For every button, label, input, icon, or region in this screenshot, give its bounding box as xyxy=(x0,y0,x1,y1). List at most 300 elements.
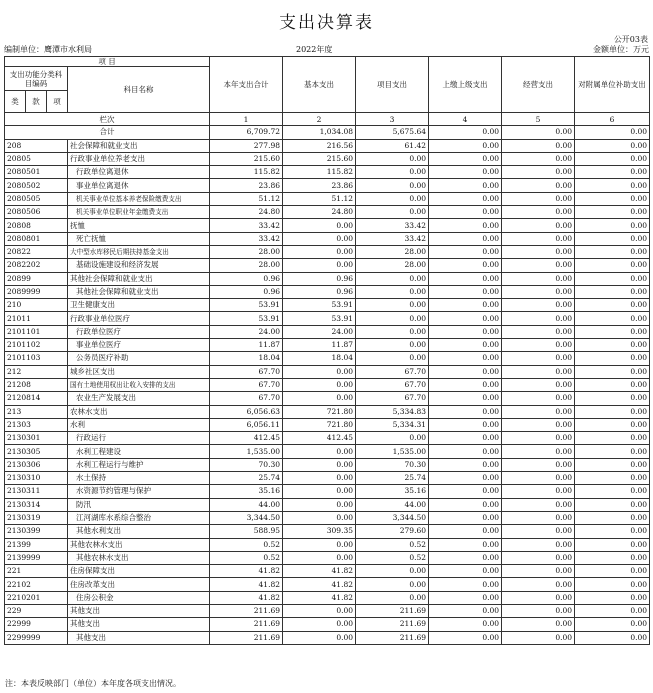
amount-cell: 211.69 xyxy=(356,631,429,644)
amount-cell: 0.00 xyxy=(356,285,429,298)
table-row xyxy=(5,152,650,165)
amount-cell: 3,344.50 xyxy=(356,511,429,524)
amount-cell: 41.82 xyxy=(283,591,356,604)
header-code-group: 支出功能分类科目编码 xyxy=(5,67,68,91)
subject-name-cell: 行政单位离退休 xyxy=(68,166,210,179)
total-cell: 6,709.72 xyxy=(210,126,283,139)
amount-cell: 115.82 xyxy=(283,166,356,179)
table-row xyxy=(5,591,650,604)
subject-name-cell: 事业单位离退休 xyxy=(68,179,210,192)
total-cell: 5,675.64 xyxy=(356,126,429,139)
amount-cell: 41.82 xyxy=(210,578,283,591)
amount-cell: 0.00 xyxy=(283,551,356,564)
amount-cell: 0.96 xyxy=(283,272,356,285)
total-row xyxy=(5,126,650,139)
table-row xyxy=(5,179,650,192)
subject-name-cell: 水利 xyxy=(68,418,210,431)
table-row xyxy=(5,352,650,365)
amount-cell: 412.45 xyxy=(283,432,356,445)
amount-cell: 0.96 xyxy=(210,272,283,285)
amount-cell: 0.00 xyxy=(502,339,575,352)
function-code-cell: 2101103 xyxy=(5,352,68,365)
amount-cell: 41.82 xyxy=(210,591,283,604)
amount-cell: 0.00 xyxy=(575,485,650,498)
amount-cell: 0.00 xyxy=(502,219,575,232)
amount-cell: 0.00 xyxy=(502,299,575,312)
table-row xyxy=(5,392,650,405)
amount-cell: 721.80 xyxy=(283,405,356,418)
amount-cell: 0.00 xyxy=(429,631,502,644)
amount-cell: 3,344.50 xyxy=(210,511,283,524)
col-header-6: 对附属单位补助支出 xyxy=(575,57,650,113)
amount-cell: 0.00 xyxy=(429,378,502,391)
amount-cell: 0.52 xyxy=(356,551,429,564)
amount-cell: 0.00 xyxy=(429,445,502,458)
table-row xyxy=(5,418,650,431)
amount-cell: 0.00 xyxy=(575,325,650,338)
amount-cell: 67.70 xyxy=(210,392,283,405)
amount-cell: 0.00 xyxy=(502,511,575,524)
function-code-cell: 2130311 xyxy=(5,485,68,498)
amount-cell: 33.42 xyxy=(210,232,283,245)
function-code-cell: 2120814 xyxy=(5,392,68,405)
header-subject-name: 科目名称 xyxy=(68,67,210,113)
header-row-label: 栏次 xyxy=(5,113,210,126)
table-row xyxy=(5,219,650,232)
subject-name-cell: 水利工程运行与维护 xyxy=(68,458,210,471)
amount-cell: 0.00 xyxy=(575,432,650,445)
amount-cell: 70.30 xyxy=(210,458,283,471)
amount-cell: 11.87 xyxy=(210,339,283,352)
table-row xyxy=(5,166,650,179)
function-code-cell: 2080502 xyxy=(5,179,68,192)
table-row xyxy=(5,511,650,524)
amount-cell: 211.69 xyxy=(356,604,429,617)
amount-cell: 211.69 xyxy=(210,618,283,631)
amount-cell: 0.00 xyxy=(575,206,650,219)
amount-cell: 0.00 xyxy=(575,405,650,418)
function-code-cell: 208 xyxy=(5,139,68,152)
amount-cell: 0.00 xyxy=(502,192,575,205)
amount-cell: 0.00 xyxy=(429,578,502,591)
amount-cell: 5,334.31 xyxy=(356,418,429,431)
amount-cell: 0.00 xyxy=(502,565,575,578)
col-header-2: 基本支出 xyxy=(283,57,356,113)
function-code-cell: 2210201 xyxy=(5,591,68,604)
amount-cell: 0.00 xyxy=(429,352,502,365)
amount-cell: 1,535.00 xyxy=(356,445,429,458)
subject-name-cell: 行政事业单位医疗 xyxy=(68,312,210,325)
amount-cell: 41.82 xyxy=(210,565,283,578)
amount-cell: 412.45 xyxy=(210,432,283,445)
function-code-cell: 20899 xyxy=(5,272,68,285)
subject-name-cell: 其他社会保障和就业支出 xyxy=(68,272,210,285)
amount-cell: 18.04 xyxy=(210,352,283,365)
amount-cell: 0.00 xyxy=(502,392,575,405)
total-cell: 0.00 xyxy=(502,126,575,139)
amount-cell: 0.00 xyxy=(429,405,502,418)
table-row xyxy=(5,339,650,352)
amount-cell: 0.00 xyxy=(356,352,429,365)
subject-name-cell: 农林水支出 xyxy=(68,405,210,418)
amount-cell: 115.82 xyxy=(210,166,283,179)
subject-name-cell: 住房保障支出 xyxy=(68,565,210,578)
subject-name-cell: 卫生健康支出 xyxy=(68,299,210,312)
amount-cell: 18.04 xyxy=(283,352,356,365)
function-code-cell: 2130310 xyxy=(5,472,68,485)
amount-cell: 0.00 xyxy=(283,259,356,272)
col-number-4: 4 xyxy=(429,113,502,126)
table-row xyxy=(5,631,650,644)
subject-name-cell: 江河湖库水系综合整治 xyxy=(68,511,210,524)
amount-cell: 24.80 xyxy=(210,206,283,219)
amount-cell: 6,056.63 xyxy=(210,405,283,418)
amount-cell: 0.00 xyxy=(429,525,502,538)
col-header-3: 项目支出 xyxy=(356,57,429,113)
amount-cell: 0.00 xyxy=(575,551,650,564)
table-row xyxy=(5,538,650,551)
amount-cell: 211.69 xyxy=(210,631,283,644)
amount-cell: 0.00 xyxy=(502,179,575,192)
amount-cell: 0.00 xyxy=(502,325,575,338)
table-row xyxy=(5,139,650,152)
amount-cell: 211.69 xyxy=(356,618,429,631)
amount-cell: 0.00 xyxy=(502,551,575,564)
subject-name-cell: 抚恤 xyxy=(68,219,210,232)
amount-cell: 0.00 xyxy=(575,179,650,192)
subject-name-cell: 城乡社区支出 xyxy=(68,365,210,378)
amount-cell: 0.00 xyxy=(429,432,502,445)
amount-cell: 0.00 xyxy=(283,365,356,378)
amount-cell: 0.00 xyxy=(575,378,650,391)
amount-cell: 0.00 xyxy=(502,591,575,604)
function-code-cell: 22102 xyxy=(5,578,68,591)
amount-cell: 0.00 xyxy=(575,631,650,644)
function-code-cell: 2080501 xyxy=(5,166,68,179)
amount-cell: 211.69 xyxy=(210,604,283,617)
function-code-cell: 212 xyxy=(5,365,68,378)
amount-cell: 0.00 xyxy=(575,618,650,631)
function-code-cell: 2130305 xyxy=(5,445,68,458)
amount-cell: 0.00 xyxy=(575,339,650,352)
function-code-cell: 2299999 xyxy=(5,631,68,644)
amount-cell: 0.00 xyxy=(283,458,356,471)
amount-cell: 0.00 xyxy=(429,472,502,485)
amount-cell: 0.00 xyxy=(356,432,429,445)
amount-cell: 67.70 xyxy=(210,378,283,391)
amount-cell: 0.00 xyxy=(356,591,429,604)
amount-cell: 0.00 xyxy=(575,511,650,524)
amount-cell: 0.00 xyxy=(356,272,429,285)
function-code-cell: 2130319 xyxy=(5,511,68,524)
amount-cell: 0.00 xyxy=(429,418,502,431)
amount-cell: 25.74 xyxy=(210,472,283,485)
amount-cell: 44.00 xyxy=(356,498,429,511)
money-unit: 金额单位：万元 xyxy=(593,45,649,54)
amount-cell: 0.00 xyxy=(502,285,575,298)
amount-cell: 0.00 xyxy=(429,325,502,338)
table-row xyxy=(5,551,650,564)
amount-cell: 0.00 xyxy=(575,139,650,152)
table-row xyxy=(5,299,650,312)
amount-cell: 0.00 xyxy=(502,232,575,245)
amount-cell: 67.70 xyxy=(210,365,283,378)
expenditure-table xyxy=(4,56,650,645)
function-code-cell: 2082202 xyxy=(5,259,68,272)
amount-cell: 0.00 xyxy=(283,245,356,258)
function-code-cell: 21303 xyxy=(5,418,68,431)
amount-cell: 215.60 xyxy=(283,152,356,165)
function-code-cell: 2080505 xyxy=(5,192,68,205)
subject-name-cell: 公务员医疗补助 xyxy=(68,352,210,365)
amount-cell: 41.82 xyxy=(283,578,356,591)
amount-cell: 0.00 xyxy=(429,458,502,471)
amount-cell: 24.80 xyxy=(283,206,356,219)
function-code-cell: 21011 xyxy=(5,312,68,325)
total-label: 合计 xyxy=(5,126,210,139)
amount-cell: 24.00 xyxy=(283,325,356,338)
subject-name-cell: 农业生产发展支出 xyxy=(68,392,210,405)
table-row xyxy=(5,498,650,511)
amount-cell: 0.52 xyxy=(210,538,283,551)
amount-cell: 0.00 xyxy=(502,139,575,152)
amount-cell: 0.00 xyxy=(575,352,650,365)
amount-cell: 0.00 xyxy=(575,392,650,405)
amount-cell: 0.00 xyxy=(502,405,575,418)
function-code-cell: 20808 xyxy=(5,219,68,232)
amount-cell: 0.00 xyxy=(502,312,575,325)
table-row xyxy=(5,365,650,378)
function-code-cell: 213 xyxy=(5,405,68,418)
function-code-cell: 2130301 xyxy=(5,432,68,445)
amount-cell: 0.00 xyxy=(575,418,650,431)
amount-cell: 0.00 xyxy=(283,232,356,245)
amount-cell: 1,535.00 xyxy=(210,445,283,458)
subject-name-cell: 大中型水库移民后期扶持基金支出 xyxy=(68,245,210,258)
amount-cell: 33.42 xyxy=(356,219,429,232)
amount-cell: 0.00 xyxy=(429,299,502,312)
table-row xyxy=(5,445,650,458)
table-row xyxy=(5,232,650,245)
amount-cell: 0.00 xyxy=(429,565,502,578)
amount-cell: 24.00 xyxy=(210,325,283,338)
amount-cell: 35.16 xyxy=(356,485,429,498)
amount-cell: 0.00 xyxy=(502,378,575,391)
subject-name-cell: 国有土地使用权出让收入安排的支出 xyxy=(68,378,210,391)
amount-cell: 0.00 xyxy=(429,365,502,378)
table-row xyxy=(5,206,650,219)
subject-name-cell: 行政运行 xyxy=(68,432,210,445)
function-code-cell: 2101102 xyxy=(5,339,68,352)
amount-cell: 0.00 xyxy=(575,445,650,458)
header-item: 款 xyxy=(26,91,47,113)
function-code-cell: 2080506 xyxy=(5,206,68,219)
function-code-cell: 20805 xyxy=(5,152,68,165)
amount-cell: 0.00 xyxy=(575,232,650,245)
subject-name-cell: 其他社会保障和就业支出 xyxy=(68,285,210,298)
amount-cell: 67.70 xyxy=(356,392,429,405)
amount-cell: 0.00 xyxy=(356,206,429,219)
amount-cell: 0.00 xyxy=(575,498,650,511)
amount-cell: 0.00 xyxy=(502,418,575,431)
col-number-6: 6 xyxy=(575,113,650,126)
amount-cell: 0.00 xyxy=(283,604,356,617)
amount-cell: 0.00 xyxy=(502,485,575,498)
amount-cell: 0.00 xyxy=(575,565,650,578)
amount-cell: 0.00 xyxy=(502,432,575,445)
amount-cell: 35.16 xyxy=(210,485,283,498)
amount-cell: 0.00 xyxy=(575,166,650,179)
amount-cell: 0.00 xyxy=(429,485,502,498)
amount-cell: 0.52 xyxy=(356,538,429,551)
amount-cell: 0.00 xyxy=(502,152,575,165)
amount-cell: 0.00 xyxy=(575,538,650,551)
amount-cell: 277.98 xyxy=(210,139,283,152)
amount-cell: 33.42 xyxy=(210,219,283,232)
amount-cell: 0.00 xyxy=(429,312,502,325)
amount-cell: 28.00 xyxy=(356,259,429,272)
amount-cell: 215.60 xyxy=(210,152,283,165)
table-row xyxy=(5,458,650,471)
amount-cell: 0.00 xyxy=(283,378,356,391)
amount-cell: 0.00 xyxy=(429,259,502,272)
amount-cell: 0.00 xyxy=(429,192,502,205)
amount-cell: 0.00 xyxy=(575,219,650,232)
form-number: 公开03表 xyxy=(613,35,648,44)
amount-cell: 0.00 xyxy=(429,618,502,631)
amount-cell: 0.00 xyxy=(429,219,502,232)
subject-name-cell: 行政单位医疗 xyxy=(68,325,210,338)
amount-cell: 0.00 xyxy=(575,272,650,285)
subject-name-cell: 住房改革支出 xyxy=(68,578,210,591)
amount-cell: 0.00 xyxy=(356,325,429,338)
amount-cell: 67.70 xyxy=(356,378,429,391)
col-header-1: 本年支出合计 xyxy=(210,57,283,113)
amount-cell: 0.00 xyxy=(283,485,356,498)
table-row xyxy=(5,285,650,298)
page-title: 支出决算表 xyxy=(279,13,374,33)
amount-cell: 0.00 xyxy=(502,365,575,378)
amount-cell: 0.00 xyxy=(429,511,502,524)
function-code-cell: 2101101 xyxy=(5,325,68,338)
amount-cell: 0.00 xyxy=(429,232,502,245)
amount-cell: 0.00 xyxy=(429,538,502,551)
amount-cell: 0.52 xyxy=(210,551,283,564)
col-header-5: 经营支出 xyxy=(502,57,575,113)
amount-cell: 0.00 xyxy=(502,498,575,511)
amount-cell: 0.00 xyxy=(429,285,502,298)
amount-cell: 0.00 xyxy=(575,604,650,617)
function-code-cell: 229 xyxy=(5,604,68,617)
amount-cell: 0.00 xyxy=(575,299,650,312)
subject-name-cell: 机关事业单位职业年金缴费支出 xyxy=(68,206,210,219)
subject-name-cell: 水利工程建设 xyxy=(68,445,210,458)
subject-name-cell: 水资源节约管理与保护 xyxy=(68,485,210,498)
amount-cell: 309.35 xyxy=(283,525,356,538)
amount-cell: 0.00 xyxy=(429,498,502,511)
amount-cell: 0.00 xyxy=(502,352,575,365)
table-row xyxy=(5,485,650,498)
col-number-3: 3 xyxy=(356,113,429,126)
amount-cell: 0.00 xyxy=(575,525,650,538)
subject-name-cell: 住房公积金 xyxy=(68,591,210,604)
table-row xyxy=(5,272,650,285)
function-code-cell: 210 xyxy=(5,299,68,312)
amount-cell: 53.91 xyxy=(210,299,283,312)
amount-cell: 0.00 xyxy=(429,179,502,192)
amount-cell: 28.00 xyxy=(356,245,429,258)
amount-cell: 0.00 xyxy=(575,259,650,272)
table-row xyxy=(5,432,650,445)
function-code-cell: 2089999 xyxy=(5,285,68,298)
function-code-cell: 21208 xyxy=(5,378,68,391)
function-code-cell: 2139999 xyxy=(5,551,68,564)
table-row xyxy=(5,525,650,538)
amount-cell: 0.00 xyxy=(356,339,429,352)
table-row xyxy=(5,405,650,418)
table-row xyxy=(5,565,650,578)
subject-name-cell: 社会保障和就业支出 xyxy=(68,139,210,152)
subject-name-cell: 其他支出 xyxy=(68,631,210,644)
amount-cell: 0.00 xyxy=(502,604,575,617)
table-row xyxy=(5,325,650,338)
amount-cell: 216.56 xyxy=(283,139,356,152)
amount-cell: 51.12 xyxy=(283,192,356,205)
subject-name-cell: 基础设施建设和经济发展 xyxy=(68,259,210,272)
amount-cell: 0.00 xyxy=(575,192,650,205)
amount-cell: 0.00 xyxy=(283,498,356,511)
amount-cell: 0.00 xyxy=(502,445,575,458)
subject-name-cell: 行政事业单位养老支出 xyxy=(68,152,210,165)
amount-cell: 5,334.83 xyxy=(356,405,429,418)
amount-cell: 0.00 xyxy=(502,166,575,179)
header-class: 类 xyxy=(5,91,26,113)
amount-cell: 0.00 xyxy=(575,472,650,485)
amount-cell: 0.00 xyxy=(502,538,575,551)
table-row xyxy=(5,245,650,258)
subject-name-cell: 水土保持 xyxy=(68,472,210,485)
subject-name-cell: 其他支出 xyxy=(68,618,210,631)
amount-cell: 6,056.11 xyxy=(210,418,283,431)
table-row xyxy=(5,192,650,205)
subject-name-cell: 其他支出 xyxy=(68,604,210,617)
amount-cell: 70.30 xyxy=(356,458,429,471)
amount-cell: 23.86 xyxy=(283,179,356,192)
amount-cell: 0.00 xyxy=(502,631,575,644)
col-number-1: 1 xyxy=(210,113,283,126)
amount-cell: 588.95 xyxy=(210,525,283,538)
table-row xyxy=(5,312,650,325)
fiscal-year: 2022年度 xyxy=(296,45,333,54)
amount-cell: 0.00 xyxy=(429,139,502,152)
function-code-cell: 20822 xyxy=(5,245,68,258)
amount-cell: 41.82 xyxy=(283,565,356,578)
amount-cell: 0.00 xyxy=(429,166,502,179)
amount-cell: 0.00 xyxy=(575,312,650,325)
function-code-cell: 2130314 xyxy=(5,498,68,511)
col-number-5: 5 xyxy=(502,113,575,126)
amount-cell: 0.00 xyxy=(575,591,650,604)
amount-cell: 0.00 xyxy=(356,152,429,165)
subject-name-cell: 机关事业单位基本养老保险缴费支出 xyxy=(68,192,210,205)
table-row xyxy=(5,472,650,485)
amount-cell: 28.00 xyxy=(210,259,283,272)
amount-cell: 53.91 xyxy=(283,312,356,325)
amount-cell: 0.00 xyxy=(502,472,575,485)
amount-cell: 0.00 xyxy=(575,458,650,471)
amount-cell: 0.00 xyxy=(429,339,502,352)
amount-cell: 0.00 xyxy=(429,206,502,219)
